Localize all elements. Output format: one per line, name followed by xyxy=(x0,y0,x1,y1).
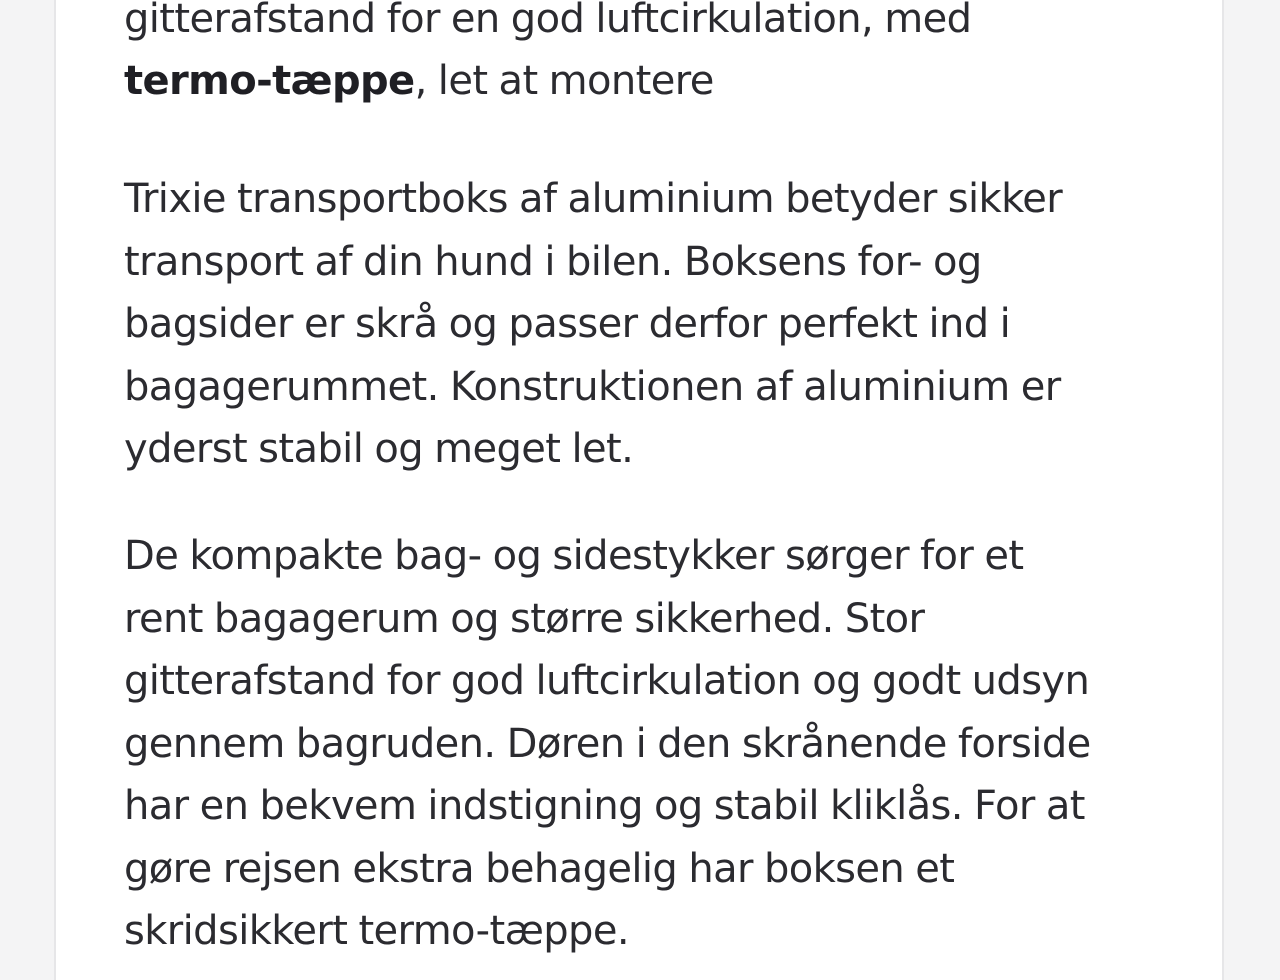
text-line: bagsider er skrå og passer derfor perfekt ind i xyxy=(124,301,1011,347)
text-line xyxy=(124,50,1184,113)
text-line: gitterafstand for en god luftcirkulation, med xyxy=(124,0,972,42)
text-line: Trixie transportboks af aluminium betyder sikker xyxy=(124,176,1063,222)
text-line: rent bagagerum og større sikkerhed. Stor xyxy=(124,595,925,642)
description-card xyxy=(54,0,1224,980)
text-line: transport af din hund i bilen. Boksens for- og xyxy=(124,238,982,285)
description-paragraph-3 xyxy=(124,525,1184,963)
bold-term: termo-tæppe xyxy=(124,58,415,104)
description-paragraph-2 xyxy=(124,168,1184,481)
text-line: gitterafstand for god luftcirkulation og godt udsyn xyxy=(124,658,1090,704)
text-line: gøre rejsen ekstra behagelig har boksen et xyxy=(124,845,955,892)
description-paragraph-1 xyxy=(124,0,1184,113)
text-line: gennem bagruden. Døren i den skrånende forside xyxy=(124,720,1091,767)
text-fragment: , let at montere xyxy=(414,58,714,104)
text-line: yderst stabil og meget let. xyxy=(124,426,634,472)
text-line: har en bekvem indstigning og stabil kliklås. For at xyxy=(124,783,1085,829)
text-line: De kompakte bag- og sidestykker sørger for et xyxy=(124,533,1024,579)
text-line: bagagerummet. Konstruktionen af aluminium er xyxy=(124,363,1061,410)
text-line: skridsikkert termo-tæppe. xyxy=(124,908,629,954)
